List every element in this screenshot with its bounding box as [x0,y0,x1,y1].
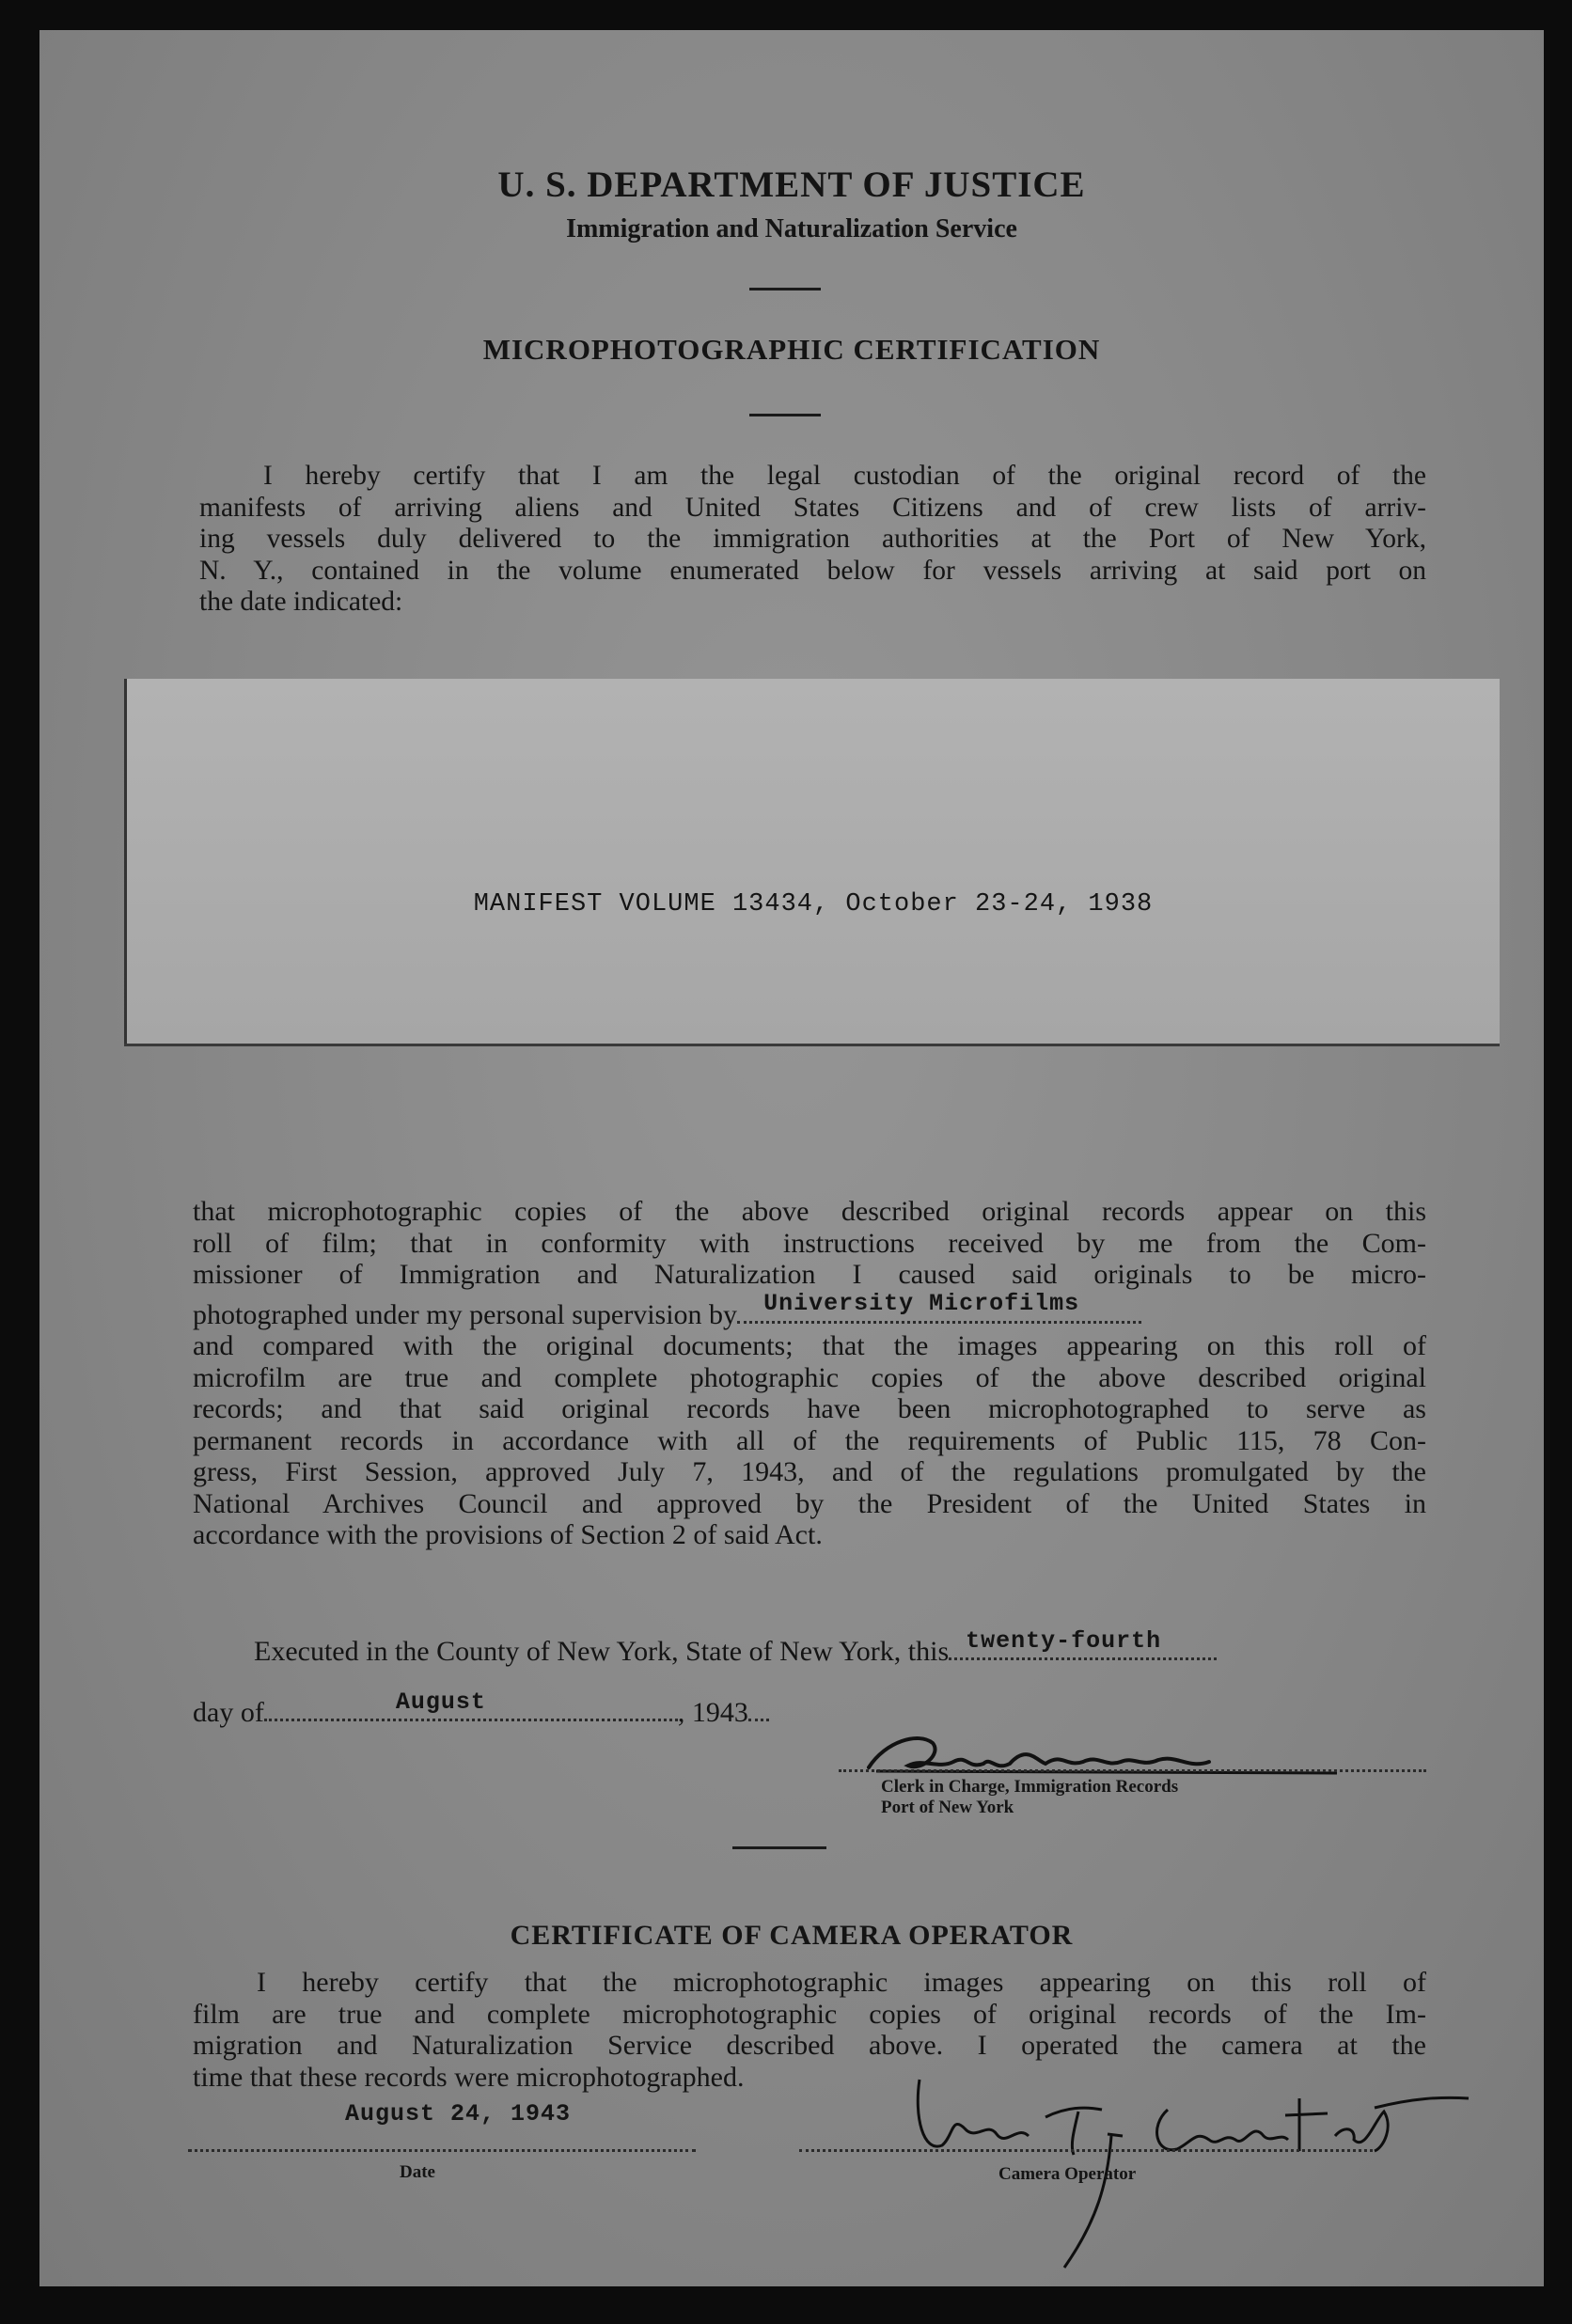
camera-operator-label: Camera Operator [998,2164,1137,2184]
intro-line: the date indicated: [199,587,403,617]
header-divider-bottom [749,414,821,416]
certificate-page [39,30,1544,2286]
intro-line: manifests of arriving aliens and United States Citizens and of crew lists of arriv- [199,492,1426,523]
clerk-title [881,1777,1178,1818]
intro-line: N. Y., contained in the volume enumerated below for vessels arriving at said port on [199,555,1426,586]
operator-line: film are true and complete microphotographic copies of original records of the Im- [193,1998,1426,2030]
body-line: missioner of Immigration and Naturalization I caused said originals to be micro- [193,1259,1426,1290]
camera-operator-signature [886,2042,1525,2277]
body-line: National Archives Council and approved by the President of the United States in [193,1487,1426,1519]
day-field [949,1626,1217,1660]
agency-heading: U. S. DEPARTMENT OF JUSTICE [497,165,1086,205]
certification-title: MICROPHOTOGRAPHIC CERTIFICATION [482,333,1101,366]
header-divider-top [749,288,821,290]
month-value: August [395,1688,486,1716]
body-line: permanent records in accordance with all of the requirements of Public 115, 78 Con- [193,1424,1426,1456]
body-line: accordance with the provisions of Section 2 of said Act. [193,1519,823,1550]
year-dots [748,1700,769,1721]
year-text: , 1943 [677,1697,748,1728]
manifest-volume-text: MANIFEST VOLUME 13434, October 23-24, 1938 [473,890,1154,919]
supervision-line [193,1290,1426,1331]
operator-signature-line [799,2127,1373,2152]
day-of-label: day of [193,1697,264,1728]
day-value: twenty-fourth [966,1626,1162,1655]
supervisor-field [737,1290,1141,1324]
operator-line: migration and Naturalization Service described above. I operated the camera at the [193,2030,1426,2061]
month-field [264,1688,678,1721]
date-label: Date [400,2162,435,2182]
executed-line [254,1626,1438,1668]
body-paragraph [193,1196,1426,1551]
body-line: and compared with the original documents; that the images appearing on this roll of [193,1330,1426,1361]
body-line: microfilm are true and complete photographic copies of the above described original [193,1361,1426,1393]
supervision-prefix: photographed under my personal supervision by [193,1298,738,1330]
date-value: August 24, 1943 [345,2100,572,2128]
intro-paragraph [199,461,1426,619]
body-line: gress, First Session, approved July 7, 1943, and of the regulations promulgated by the [193,1456,1426,1487]
supervisor-value: University Microfilms [763,1290,1080,1317]
camera-operator-heading: CERTIFICATE OF CAMERA OPERATOR [510,1920,1074,1951]
intro-line: ing vessels duly delivered to the immigration authorities at the Port of New York, [199,524,1426,554]
body-line: records; and that said original records have been microphotographed to serve as [193,1393,1426,1424]
clerk-signature-line [839,1760,1426,1772]
clerk-title-line1: Clerk in Charge, Immigration Records [881,1777,1179,1797]
clerk-title-line2: Port of New York [881,1798,1014,1817]
section-divider [732,1846,826,1849]
operator-line: time that these records were microphotographed. [193,2061,745,2093]
body-line: that microphotographic copies of the above described original records appear on this [193,1196,1426,1227]
intro-line: I hereby certify that I am the legal custodian of the original record of the [263,461,1426,491]
body-line: roll of film; that in conformity with instructions received by me from the Com- [193,1227,1426,1259]
executed-prefix: Executed in the County of New York, State of New York, this [254,1636,950,1667]
operator-line: I hereby certify that the microphotographic images appearing on this roll of [257,1967,1426,1998]
service-subheading: Immigration and Naturalization Service [566,214,1017,243]
manifest-slip [124,679,1500,1044]
